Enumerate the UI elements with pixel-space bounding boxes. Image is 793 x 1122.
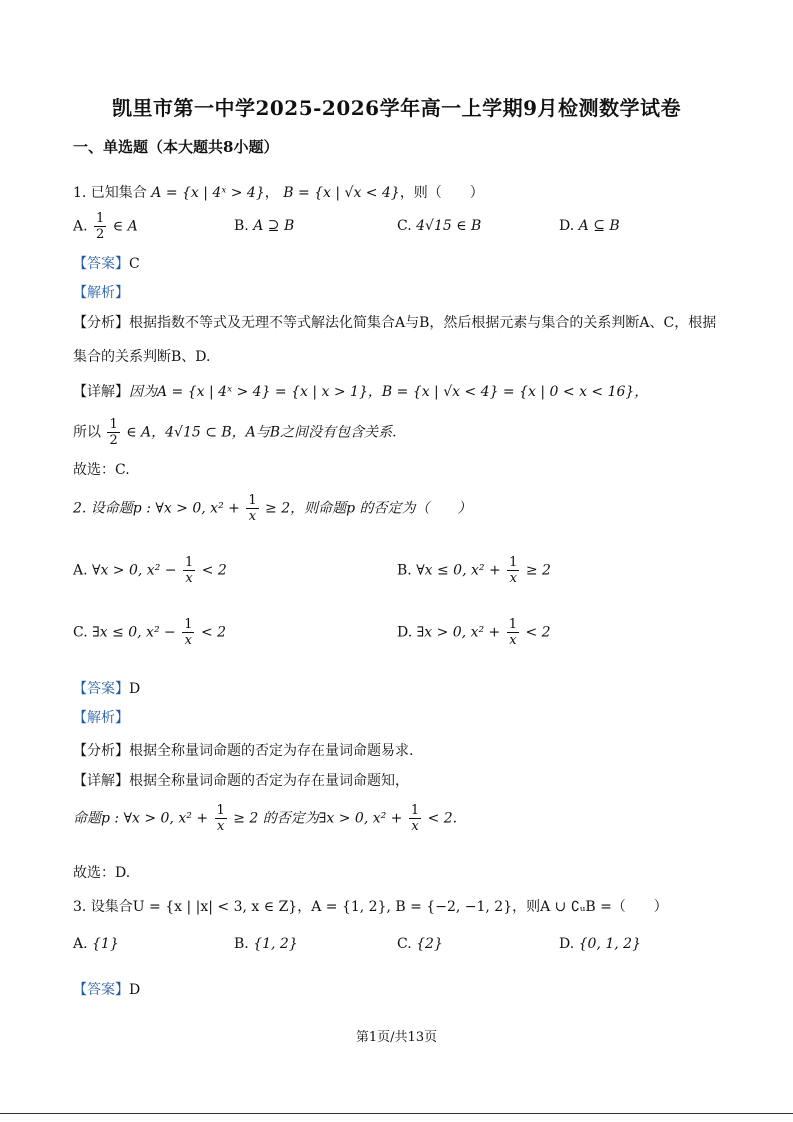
q2-option-d[interactable]: D. ∃x > 0, x² + $\frac{1}{x}$ < 2 — [397, 617, 551, 648]
bottom-divider — [0, 1113, 793, 1114]
set-b: B = {x | √x < 4} — [283, 185, 400, 201]
fraction: $\frac{1}{x}$ — [248, 493, 257, 524]
q2-detail-cont: 命题p : ∀x > 0, x² + $\frac{1}{x}$ ≥ 2 的否定为∃x > 0, x² + $\frac{1}{x}$ < 2. — [73, 803, 458, 834]
q1-choose: 故选：C. — [73, 462, 130, 478]
q2-option-a[interactable]: A. ∀x > 0, x² − $\frac{1}{x}$ < 2 — [73, 555, 227, 586]
q2-detail: 【详解】根据全称量词命题的否定为存在量词命题知， — [73, 773, 409, 789]
q3-answer: 【答案】D — [73, 982, 141, 998]
q1-detail: 【详解】因为A = {x | 4ˣ > 4} = {x | x > 1}，B = {x | √x < 4} = {x | 0 < x < 16}， — [73, 384, 649, 400]
fraction: $\frac{1}{x}$ — [410, 803, 420, 834]
q1-answer: 【答案】C — [73, 256, 140, 272]
fraction: $\frac{1}{2}$ — [109, 417, 118, 448]
section-heading: 一、单选题（本大题共8小题） — [73, 138, 279, 156]
q3-option-c[interactable]: C. {2} — [397, 936, 443, 952]
q1-fenxi: 【分析】根据指数不等式及无理不等式解法化简集合A与B，然后根据元素与集合的关系判断A、C，根据 — [73, 315, 717, 331]
fraction: $\frac{1}{x}$ — [216, 803, 225, 834]
q3-option-d[interactable]: D. {0, 1, 2} — [559, 936, 641, 952]
q3-option-b[interactable]: B. {1, 2} — [234, 936, 298, 952]
page-title: 凯里市第一中学2025-2026学年高一上学期9月检测数学试卷 — [111, 96, 682, 120]
q1-fenxi-cont: 集合的关系判断B、D. — [73, 349, 211, 365]
q1-detail-cont: 所以 $\frac{1}{2}$ ∈ A，4√15 ⊂ B，A与B之间没有包含关系. — [73, 417, 397, 448]
q2-analysis-label: 【解析】 — [73, 710, 129, 726]
fraction: $\frac{1}{x}$ — [184, 555, 194, 586]
q1-option-d[interactable]: D. A ⊆ B — [559, 218, 620, 234]
q2-answer: 【答案】D — [73, 681, 141, 697]
q1-option-b[interactable]: B. A ⊇ B — [234, 218, 295, 234]
set-a: A = {x | 4ˣ > 4} — [151, 185, 265, 201]
fraction: $\frac{1}{2}$ — [96, 211, 105, 242]
page-footer: 第1页/共13页 — [355, 1030, 438, 1045]
question-2-stem: 2. 设命题p : ∀x > 0, x² + $\frac{1}{x}$ ≥ 2，则命题p 的否定为（ ） — [73, 493, 472, 524]
fraction: $\frac{1}{x}$ — [508, 617, 517, 648]
q3-option-a[interactable]: A. {1} — [73, 936, 119, 952]
fraction: $\frac{1}{x}$ — [509, 555, 518, 586]
q2-choose: 故选：D. — [73, 865, 131, 881]
q2-option-c[interactable]: C. ∃x ≤ 0, x² − $\frac{1}{x}$ < 2 — [73, 617, 227, 648]
question-3-stem: 3. 设集合U = {x | |x| < 3, x ∈ Z}，A = {1, 2}, B = {−2, −1, 2}，则A ∪ ∁ᵤB =（ ） — [73, 899, 668, 915]
q2-fenxi: 【分析】根据全称量词命题的否定为存在量词命题易求. — [73, 743, 414, 759]
q2-option-b[interactable]: B. ∀x ≤ 0, x² + $\frac{1}{x}$ ≥ 2 — [397, 555, 551, 586]
q1-option-c[interactable]: C. 4√15 ∈ B — [397, 218, 482, 234]
q1-option-a[interactable]: A. $\frac{1}{2}$ ∈ A — [73, 211, 138, 242]
fraction: $\frac{1}{x}$ — [184, 617, 193, 648]
q1-analysis-label: 【解析】 — [73, 285, 129, 301]
question-1-stem: 1. 已知集合 A = {x | 4ˣ > 4}， B = {x | √x < 4}，则（ ） — [73, 185, 484, 201]
